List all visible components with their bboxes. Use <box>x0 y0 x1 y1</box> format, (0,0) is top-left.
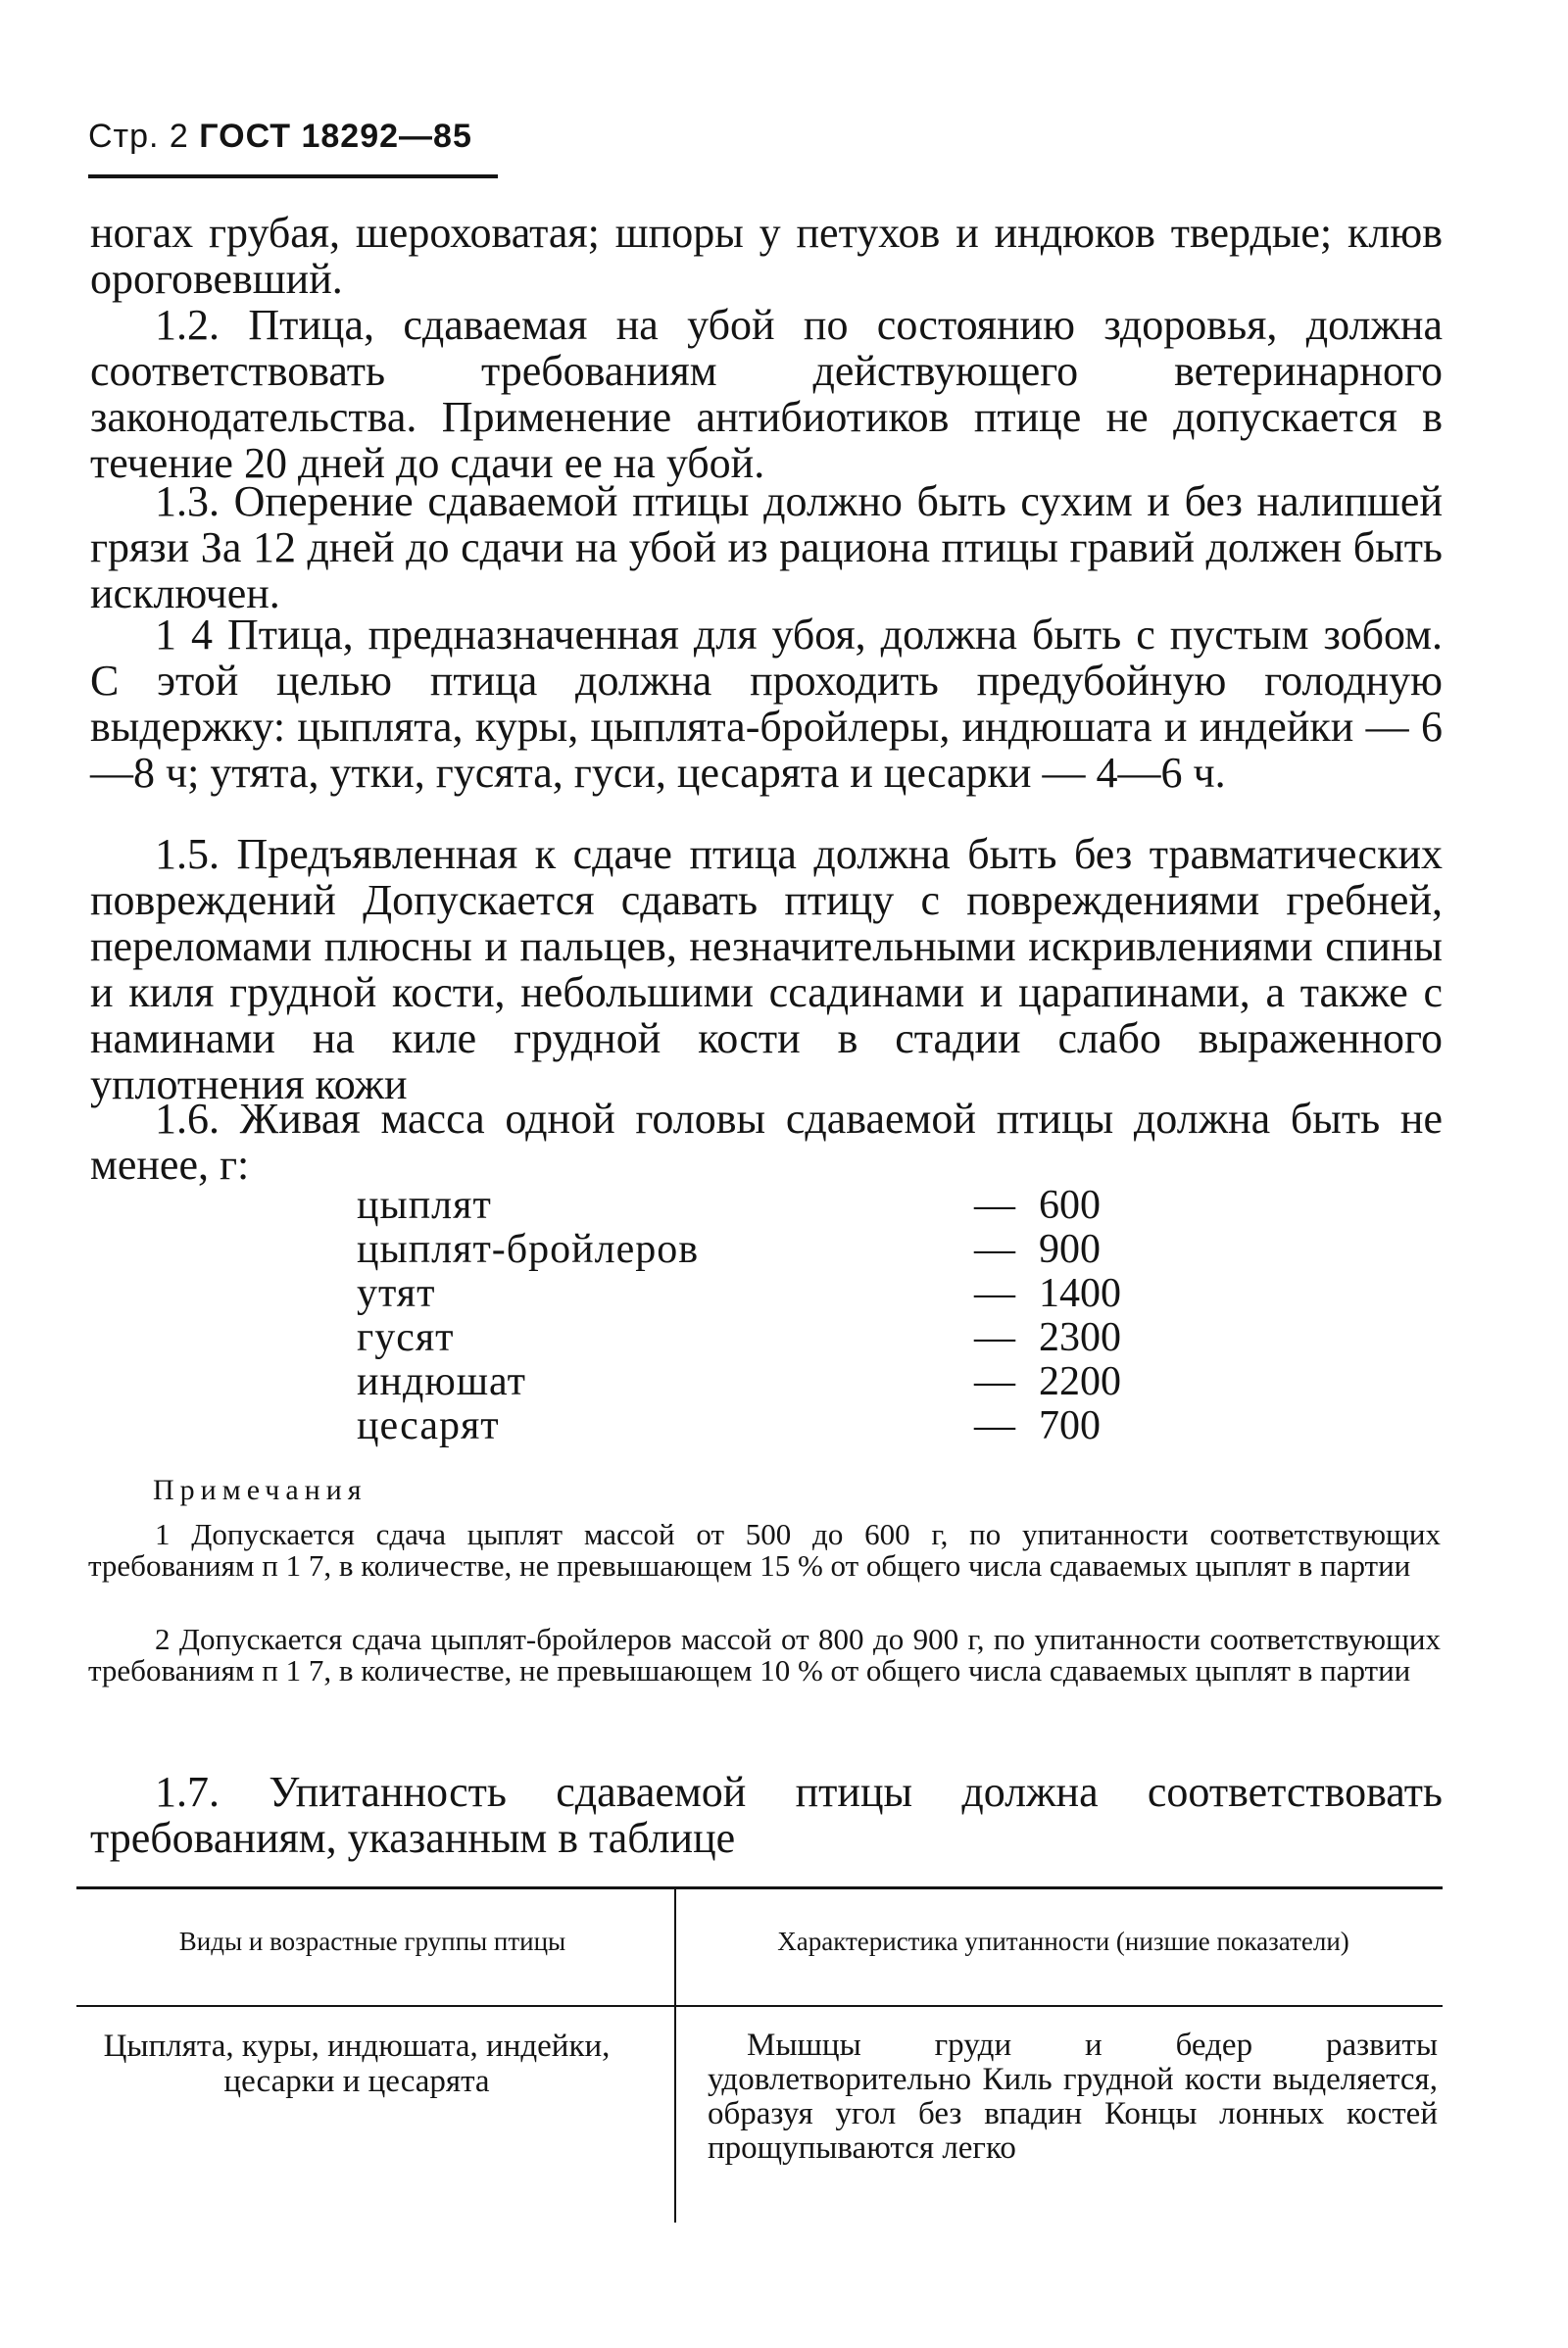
weight-value: 1400 <box>1039 1271 1121 1316</box>
table-header-rule <box>76 2005 1443 2007</box>
weight-name: цыплят <box>357 1183 492 1228</box>
paragraph-1-5: 1.5. Предъявленная к сдаче птица должна быть без травматических повреждений Допускается сдавать птицу с повреждениями гребней, переломами плюсны и пальцев, незначительными искривлениями спины и киля грудной кости, небольшими ссадинами и царапинами, а также с наминами на киле грудной кости в стадии слабо выраженного уплотнения кожи <box>90 830 1443 1108</box>
note-1: 1 Допускается сдача цыплят массой от 500 до 600 г, по упитанности соответствующих требованиям п 1 7, в количестве, не превышающем 15 % от общего числа сдаваемых цыплят в партии <box>88 1517 1441 1583</box>
weight-name: утят <box>357 1271 436 1316</box>
weight-row <box>357 1358 1160 1402</box>
weight-name: цыплят-бройлеров <box>357 1227 700 1272</box>
notes-title: Примечания <box>153 1474 368 1506</box>
paragraph-1-4: 1 4 Птица, предназначенная для убоя, должна быть с пустым зобом. С этой целью птица должна проходить предубойную голодную выдержку: цыплята, куры, цыплята-бройлеры, индюшата и индейки — 6—8 ч; утята, утки, гусята, гуси, цесарята и цесарки — 4—6 ч. <box>90 611 1443 797</box>
table-column-divider <box>674 1889 676 2223</box>
weight-name: цесарят <box>357 1403 500 1448</box>
paragraph-1-6: 1.6. Живая масса одной головы сдаваемой птицы должна быть не менее, г: <box>90 1095 1443 1189</box>
weight-dash: — <box>974 1315 1015 1360</box>
weight-value: 900 <box>1039 1227 1101 1272</box>
weight-row <box>357 1182 1160 1226</box>
weight-dash: — <box>974 1227 1015 1272</box>
weight-row <box>357 1402 1160 1446</box>
weight-value: 600 <box>1039 1183 1101 1228</box>
weight-row <box>357 1226 1160 1270</box>
table-header-group: Виды и возрастные группы птицы <box>178 1927 566 1956</box>
table-top-rule <box>76 1886 1443 1889</box>
table-cell-group: Цыплята, куры, индюшата, индейки, цесарки и цесарята <box>103 2029 611 2099</box>
weight-row <box>357 1314 1160 1358</box>
weight-value: 2300 <box>1039 1315 1121 1360</box>
page-header <box>88 118 472 156</box>
standard-code: ГОСТ 18292—85 <box>199 118 472 155</box>
paragraph-1-2: 1.2. Птица, сдаваемая на убой по состоянию здоровья, должна соответствовать требованиям действующего ветеринарного законодательства. Применение антибиотиков птице не допускается в течение 20 дней до сдачи ее на убой. <box>90 301 1443 487</box>
weight-list <box>357 1182 1160 1446</box>
weight-dash: — <box>974 1271 1015 1316</box>
table-header-characteristic: Характеристика упитанности (низшие показатели) <box>777 1927 1349 1956</box>
weight-dash: — <box>974 1183 1015 1228</box>
paragraph-1-3: 1.3. Оперение сдаваемой птицы должно быть сухим и без налипшей грязи За 12 дней до сдачи на убой из рациона птицы гравий должен быть исключен. <box>90 477 1443 617</box>
weight-value: 2200 <box>1039 1359 1121 1404</box>
header-rule <box>88 174 498 178</box>
weight-dash: — <box>974 1359 1015 1404</box>
table-cell-description: Мышцы груди и бедер развиты удовлетворительно Киль грудной кости выделяется, образуя угол без впадин Концы лонных костей прощупываются легко <box>708 2028 1438 2166</box>
page-label: Стр. 2 <box>88 118 189 155</box>
weight-name: индюшат <box>357 1359 526 1404</box>
note-2: 2 Допускается сдача цыплят-бройлеров массой от 800 до 900 г, по упитанности соответствующих требованиям п 1 7, в количестве, не превышающем 10 % от общего числа сдаваемых цыплят в партии <box>88 1622 1441 1688</box>
weight-name: гусят <box>357 1315 455 1360</box>
weight-dash: — <box>974 1403 1015 1448</box>
weight-value: 700 <box>1039 1403 1101 1448</box>
weight-row <box>357 1270 1160 1314</box>
paragraph-1-7: 1.7. Упитанность сдаваемой птицы должна соответствовать требованиям, указанным в таблице <box>90 1768 1443 1862</box>
paragraph-continuation: ногах грубая, шероховатая; шпоры у петухов и индюков твердые; клюв ороговевший. <box>90 209 1443 303</box>
